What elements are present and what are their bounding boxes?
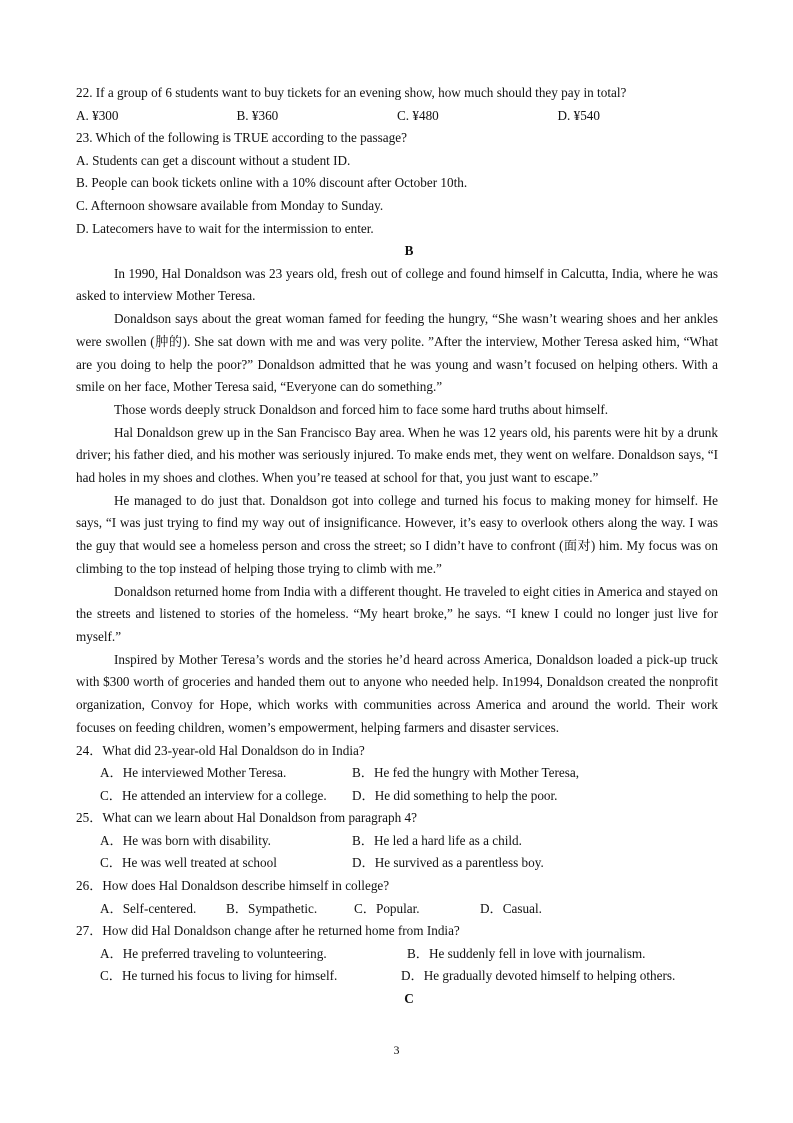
option-a: A. Students can get a discount without a student ID. (76, 152, 351, 168)
options-row (76, 105, 718, 128)
question-stem: 27．How did Hal Donaldson change after he returned home from India? (76, 923, 460, 939)
option-a: A．Self-centered. (100, 900, 197, 916)
options-row (76, 852, 718, 875)
option-a: A. ¥300 (76, 107, 119, 123)
options-row (76, 785, 718, 808)
question-stem: 25．What can we learn about Hal Donaldson from paragraph 4? (76, 810, 417, 826)
option-a: A．He interviewed Mother Teresa. (100, 765, 287, 781)
paragraph-3: Those words deeply struck Donaldson and forced him to face some hard truths about himself. (114, 401, 609, 417)
options-row (76, 943, 718, 966)
question-26 (76, 875, 718, 920)
option-c: C．Popular. (354, 900, 420, 916)
option-a: A．He preferred traveling to volunteering. (100, 945, 327, 961)
paragraph-2: Donaldson says about the great woman famed for feeding the hungry, “She wasn’t wearing shoes and her ankles were swollen (肿的). She sat down with me and was very polite. ”After the interview, Mother Teresa asked him, “What are you doing to help the poor?” Donaldson admitted that he was young and wasn’t focused on helping others. With a smile on her face, Mother Teresa said, “Everyone can do something.” (76, 311, 718, 395)
option-d: D．He gradually devoted himself to helping others. (401, 968, 676, 984)
option-d: D. ¥540 (557, 107, 600, 123)
options-row (76, 965, 718, 988)
paragraph-7: Inspired by Mother Teresa’s words and the stories he’d heard across America, Donaldson loaded a pick-up truck with $300 worth of groceries and handed them out to anyone who needed help. In1994, Donaldson created the nonprofit organization, Convoy for Hope, which works with communities across America and around the world. Their work focuses on feeding children, women’s empowerment, helping farmers and disaster services. (76, 651, 718, 735)
page-number: 3 (393, 1043, 400, 1057)
section-heading-b: B (404, 243, 414, 259)
option-b: B. People can book tickets online with a 10% discount after October 10th. (76, 175, 468, 191)
option-b: B．He fed the hungry with Mother Teresa, (352, 765, 579, 781)
options-row (76, 830, 718, 853)
question-22 (76, 82, 718, 127)
option-c: C. ¥480 (397, 107, 439, 123)
option-d: D．He survived as a parentless boy. (352, 855, 544, 871)
option-b: B．He suddenly fell in love with journalism. (407, 945, 646, 961)
option-b: B．He led a hard life as a child. (352, 832, 522, 848)
option-c: C．He turned his focus to living for himself. (100, 968, 338, 984)
exam-page (76, 82, 718, 1011)
paragraph-6: Donaldson returned home from India with a different thought. He traveled to eight cities in America and stayed on the streets and listened to stories of the homeless. “My heart broke,” he says. “I knew I could no longer just live for myself.” (76, 583, 718, 644)
paragraph-4: Hal Donaldson grew up in the San Francisco Bay area. When he was 12 years old, his parents were hit by a drunk driver; his father died, and his mother was seriously injured. To make ends met, they went on welfare. Donaldson says, “I had holes in my shoes and clothes. When you’re teased at school for that, you just want to escape.” (76, 424, 718, 486)
question-stem: 22. If a group of 6 students want to buy tickets for an evening show, how much should they pay in total? (76, 85, 627, 100)
question-27 (76, 920, 718, 988)
option-a: A．He was born with disability. (100, 832, 271, 848)
passage-b (76, 263, 718, 740)
option-c: C．He was well treated at school (100, 855, 277, 871)
question-25 (76, 807, 718, 875)
question-24 (76, 740, 718, 808)
paragraph-1: In 1990, Hal Donaldson was 23 years old, fresh out of college and found himself in Calcutta, India, where he was asked to interview Mother Teresa. (76, 265, 718, 304)
option-c: C．He attended an interview for a college. (100, 787, 327, 803)
option-d: D. Latecomers have to wait for the intermission to enter. (76, 220, 374, 236)
options-row (76, 762, 718, 785)
paragraph-5: He managed to do just that. Donaldson got into college and turned his focus to making money for himself. He says, “I was just trying to find my way out of insignificance. However, it’s easy to overlook others along the way. I was the guy that would see a homeless person and cross the street; so I didn’t have to confront (面对) him. My focus was on climbing to the top instead of helping those trying to climb with me.” (76, 492, 718, 576)
option-c: C. Afternoon showsare available from Monday to Sunday. (76, 197, 384, 213)
question-23 (76, 127, 718, 240)
options-row (76, 898, 718, 921)
option-b: B．Sympathetic. (226, 900, 318, 916)
option-d: D．Casual. (480, 900, 542, 916)
question-stem: 23. Which of the following is TRUE according to the passage? (76, 130, 407, 146)
question-stem: 24．What did 23-year-old Hal Donaldson do in India? (76, 742, 365, 758)
option-b: B. ¥360 (236, 107, 279, 123)
option-d: D．He did something to help the poor. (352, 787, 558, 803)
question-stem: 26．How does Hal Donaldson describe himself in college? (76, 878, 390, 894)
section-heading-c: C (404, 991, 414, 1007)
